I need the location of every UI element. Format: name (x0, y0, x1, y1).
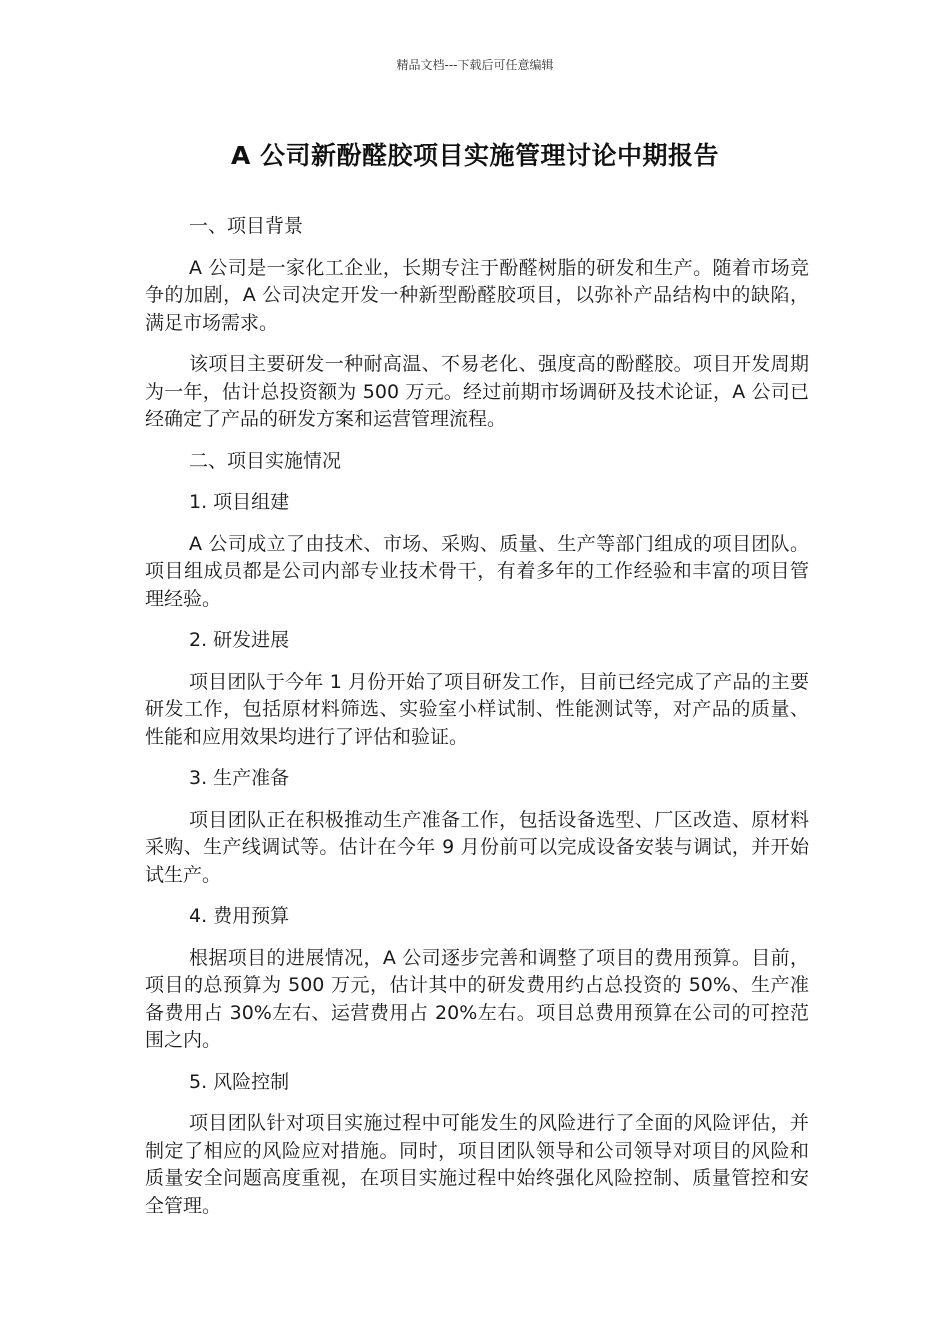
subsection-heading-rd-progress: 2. 研发进展 (189, 629, 290, 651)
subsection-heading-budget: 4. 费用预算 (189, 905, 290, 927)
paragraph-team: A 公司成立了由技术、市场、采购、质量、生产等部门组成的项目团队。项目组成员都是公司内部专业技术骨干，有着多年的工作经验和丰富的项目管理经验。 (145, 532, 809, 610)
page-header-note: 精品文档---下载后可任意编辑 (396, 58, 554, 72)
paragraph-company-intro: A 公司是一家化工企业，长期专注于酚醛树脂的研发和生产。随着市场竞争的加剧，A 公司决定开发一种新型酚醛胶项目，以弥补产品结构中的缺陷，满足市场需求。 (145, 256, 809, 334)
paragraph-project-overview: 该项目主要研发一种耐高温、不易老化、强度高的酚醛胶。项目开发周期为一年，估计总投资额为 500 万元。经过前期市场调研及技术论证，A 公司已经确定了产品的研发方案和运营管理流程。 (145, 353, 809, 430)
subsection-heading-production-prep: 3. 生产准备 (189, 767, 290, 789)
paragraph-rd-progress: 项目团队于今年 1 月份开始了项目研发工作，目前已经完成了产品的主要研发工作，包括原材料筛选、实验室小样试制、性能测试等，对产品的质量、性能和应用效果均进行了评估和验证。 (145, 670, 809, 748)
subsection-heading-risk-control: 5. 风险控制 (189, 1070, 290, 1093)
section-heading-implementation: 二、项目实施情况 (189, 449, 342, 472)
document-title: A 公司新酚醛胶项目实施管理讨论中期报告 (230, 141, 720, 170)
section-heading-background: 一、项目背景 (189, 215, 304, 237)
document-body (145, 213, 809, 1234)
paragraph-budget: 根据项目的进展情况，A 公司逐步完善和调整了项目的费用预算。目前，项目的总预算为 500 万元，估计其中的研发费用约占总投资的 50%、生产准备费用占 30%左右、运营费用占 20%左右。项目总费用预算在公司的可控范围之内。 (145, 946, 809, 1051)
paragraph-risk-control: 项目团队针对项目实施过程中可能发生的风险进行了全面的风险评估，并制定了相应的风险应对措施。同时，项目团队领导和公司领导对项目的风险和质量安全问题高度重视，在项目实施过程中始终强化风险控制、质量管控和安全管理。 (145, 1112, 809, 1217)
subsection-heading-team: 1. 项目组建 (189, 491, 290, 513)
paragraph-production-prep: 项目团队正在积极推动生产准备工作，包括设备选型、厂区改造、原材料采购、生产线调试等。估计在今年 9 月份前可以完成设备安装与调试，并开始试生产。 (145, 808, 809, 886)
